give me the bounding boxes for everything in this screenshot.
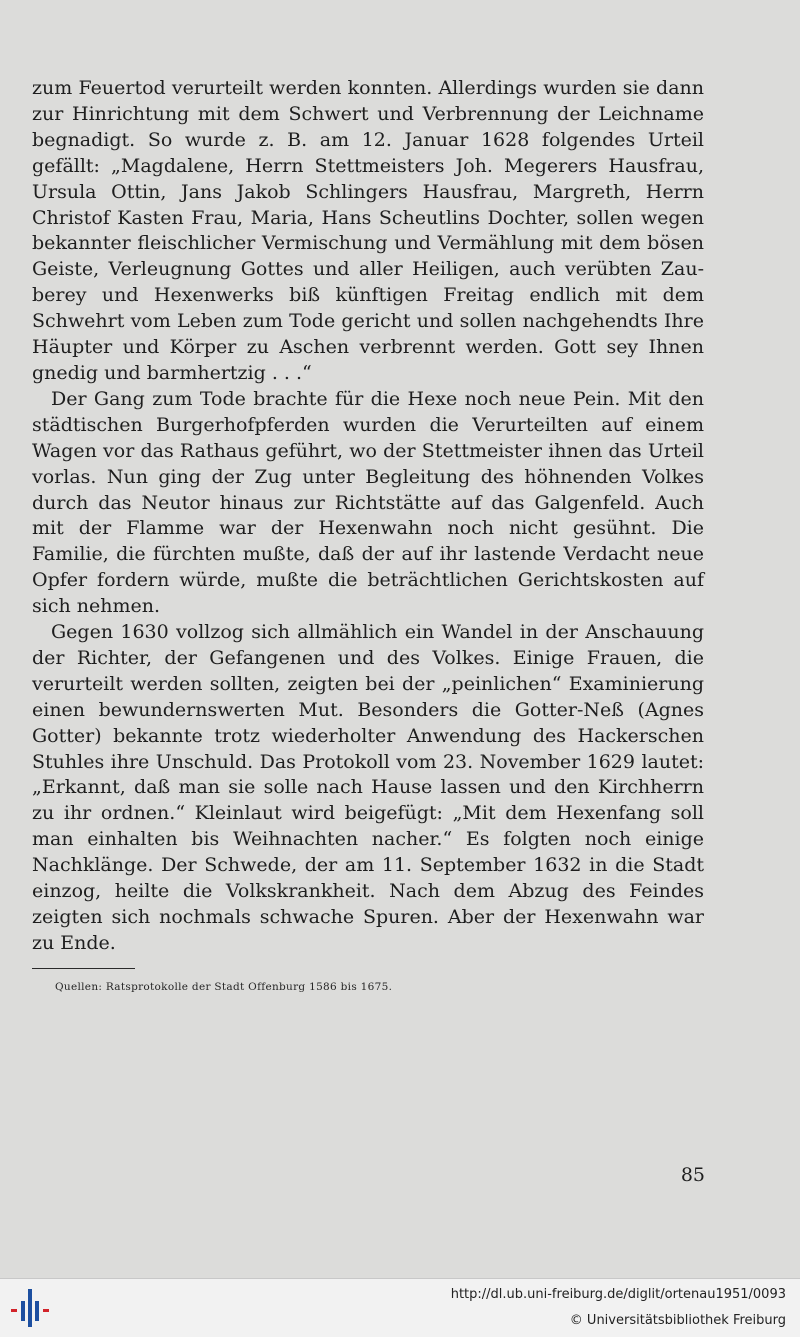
- sources-note: Quellen: Ratsprotokolle der Stadt Offenburg 1586 bis 1675.: [55, 981, 393, 993]
- paragraph-1: zum Feuertod verurteilt werden konnten. Allerdings wurden sie dann zur Hinrichtung mit dem Schwert und Verbrennung der Leichname begnadigt. So wurde z. B. am 12. Januar 1628 folgendes Urteil gefällt: „Magdalene, Herrn Stettmeisters Joh. Megerers Hausfrau, Ursula Ottin, Jans Jakob Schlingers Hausfrau, Margreth, Herrn Christof Kasten Frau, Maria, Hans Scheutlins Dochter, sollen wegen bekannter fleischlicher Vermischung und Vermählung mit dem bösen Geiste, Verleugnung Gottes und aller Heiligen, auch verübten Zauberey und Hexenwerks biß künftigen Freitag endlich mit dem Schwehrt vom Leben zum Tode gericht und sollen nachgehendts Ihre Häupter und Körper zu Aschen verbrennt werden. Gott sey Ihnen gnedig und barmhertzig . . .“: [32, 77, 704, 384]
- body-text: [32, 76, 704, 957]
- page-number: 85: [680, 1164, 705, 1186]
- copyright-notice: © Universitätsbibliothek Freiburg: [569, 1313, 786, 1328]
- paragraph-2: Der Gang zum Tode brachte für die Hexe noch neue Pein. Mit den städtischen Burgerhofpferden wurden die Verurteilten auf einem Wagen vor das Rathaus geführt, wo der Stettmeister ihnen das Urteil vorlas. Nun ging der Zug unter Begleitung des höhnenden Volkes durch das Neutor hinaus zur Richtstätte auf das Galgenfeld. Auch mit der Flamme war der Hexenwahn noch nicht gesühnt. Die Familie, die fürchten mußte, daß der auf ihr lastende Verdacht neue Opfer fordern würde, mußte die beträchtlichen Gerichtskosten auf sich nehmen.: [32, 387, 704, 618]
- viewer-footer: [0, 1278, 800, 1337]
- permalink-url[interactable]: http://dl.ub.uni-freiburg.de/diglit/ortenau1951/0093: [450, 1287, 786, 1302]
- footnote-divider: [32, 968, 135, 969]
- paragraph-3: Gegen 1630 vollzog sich allmählich ein Wandel in der Anschauung der Richter, der Gefangenen und des Volkes. Einige Frauen, die verurteilt werden sollten, zeigten bei der „peinlichen“ Examinierung einen bewundernswerten Mut. Besonders die Gotter-Neß (Agnes Gotter) bekannte trotz wiederholter Anwendung des Hackerschen Stuhles ihre Unschuld. Das Protokoll vom 23. November 1629 lautet: „Erkannt, daß man sie solle nach Hause lassen und den Kirchherrn zu ihr ordnen.“ Kleinlaut wird beigefügt: „Mit dem Hexenfang soll man einhalten bis Weihnachten nacher.“ Es folgten noch einige Nachklänge. Der Schwede, der am 11. September 1632 in die Stadt einzog, heilte die Volkskrankheit. Nach dem Abzug des Feindes zeigten sich nochmals schwache Spuren. Aber der Hexenwahn war zu Ende.: [32, 621, 704, 954]
- ub-freiburg-logo-icon[interactable]: [8, 1287, 52, 1329]
